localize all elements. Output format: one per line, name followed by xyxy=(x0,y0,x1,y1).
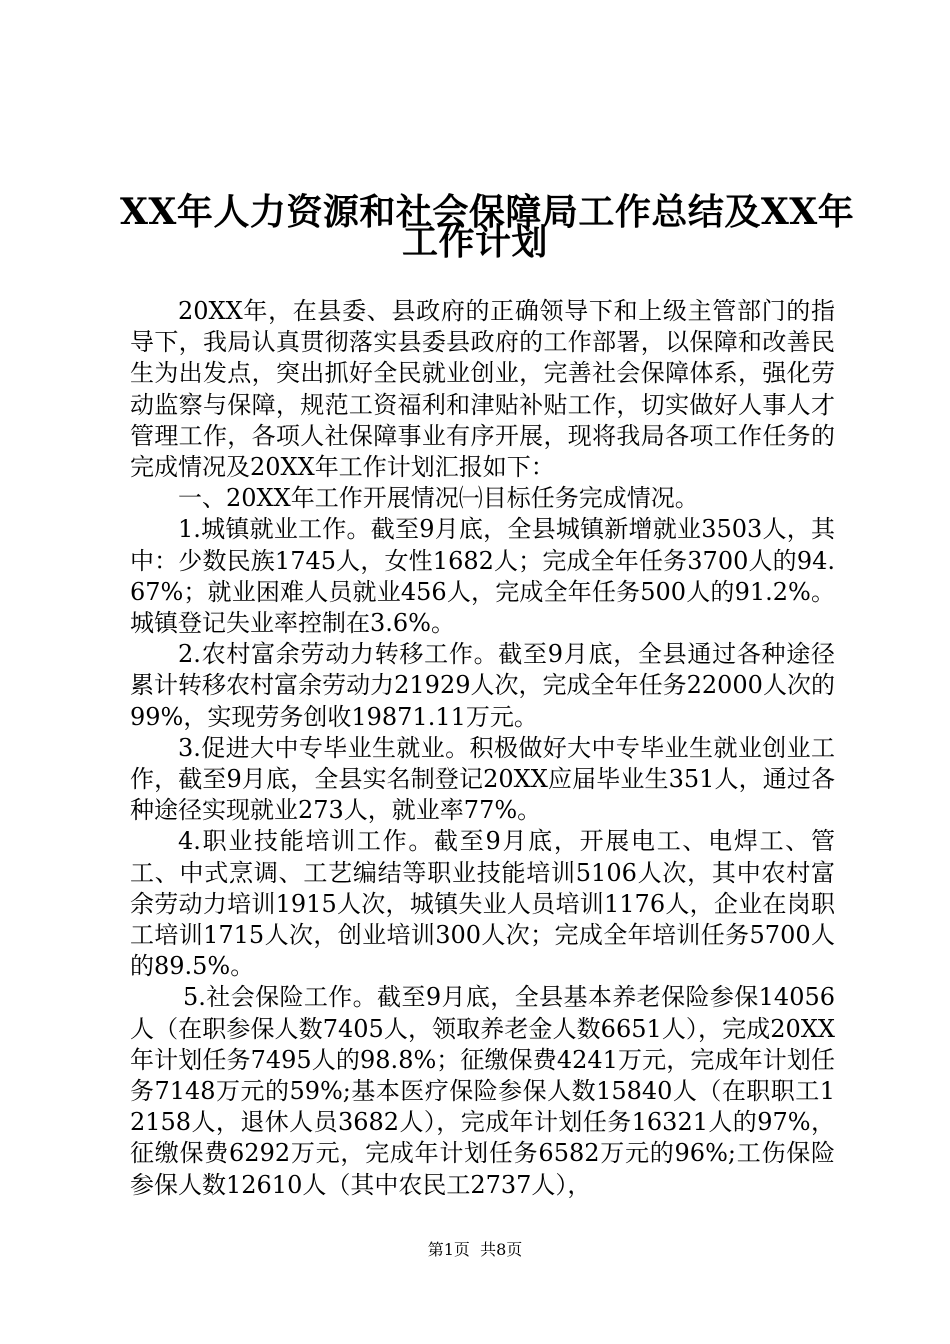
paragraph-urban-employment: 1.城镇就业工作。截至9月底，全县城镇新增就业3503人，其中：少数民族1745人，女性1682人；完成全年任务3700人的94.67%；就业困难人员就业456人，完成全年任务500人的91.2%。城镇登记失业率控制在3.6%。 xyxy=(130,515,835,638)
document-title-line-1: XX年人力资源和社会保障局工作总结及XX年 xyxy=(120,191,855,233)
paragraph-graduate-employment: 3.促进大中专毕业生就业。积极做好大中专毕业生就业创业工作，截至9月底，全县实名制登记20XX应届毕业生351人，通过各种途径实现就业273人，就业率77%。 xyxy=(130,733,835,825)
paragraph-section-heading: 一、20XX年工作开展情况㈠目标任务完成情况。 xyxy=(178,484,699,513)
page-number-footer: 第1页 共8页 xyxy=(427,1240,523,1259)
document-body xyxy=(130,296,835,1201)
paragraph-intro: 20XX年，在县委、县政府的正确领导下和上级主管部门的指导下，我局认真贯彻落实县委县政府的工作部署，以保障和改善民生为出发点，突出抓好全民就业创业，完善社会保障体系，强化劳动监察与保障，规范工资福利和津贴补贴工作，切实做好人事人才管理工作，各项人社保障事业有序开展，现将我局各项工作任务的完成情况及20XX年工作计划汇报如下： xyxy=(130,297,835,482)
paragraph-skills-training: 4.职业技能培训工作。截至9月底，开展电工、电焊工、管工、中式烹调、工艺编结等职业技能培训5106人次，其中农村富余劳动力培训1915人次，城镇失业人员培训1176人，企业在岗职工培训1715人次，创业培训300人次；完成全年培训任务5700人的89.5%。 xyxy=(130,827,835,981)
paragraph-rural-labor-transfer: 2.农村富余劳动力转移工作。截至9月底，全县通过各种途径累计转移农村富余劳动力21929人次，完成全年任务22000人次的99%，实现劳务创收19871.11万元。 xyxy=(130,640,835,731)
document-title-line-2: 工作计划 xyxy=(401,221,548,263)
paragraph-social-insurance: 5.社会保险工作。截至9月底，全县基本养老保险参保14056人（在职参保人数7405人，领取养老金人数6651人），完成20XX年计划任务7495人的98.8%；征缴保费4241万元，完成年计划任务7148万元的59%;基本医疗保险参保人数15840人（在职职工12158人，退休人员3682人），完成年计划任务16321人的97%，征缴保费6292万元，完成年计划任务6582万元的96%;工伤保险参保人数12610人（其中农民工2737人）， xyxy=(130,983,835,1199)
